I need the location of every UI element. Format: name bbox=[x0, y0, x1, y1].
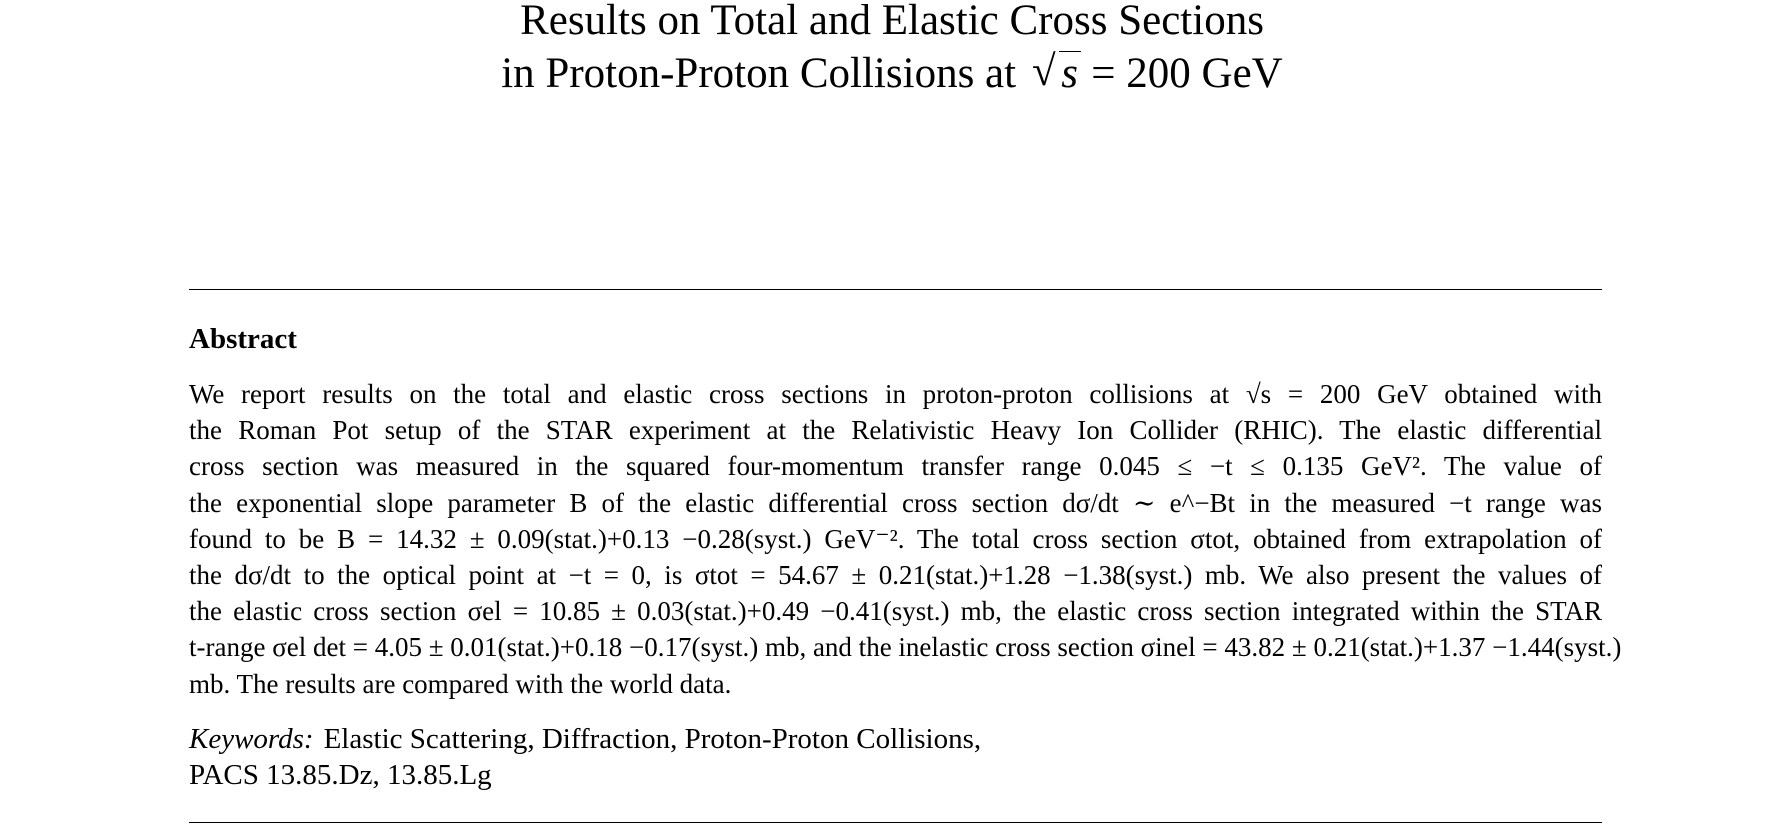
bottom-divider bbox=[189, 822, 1602, 823]
title-line-1: Results on Total and Elastic Cross Sections bbox=[520, 0, 1264, 44]
top-divider bbox=[189, 289, 1602, 290]
abstract-line-3: cross section was measured in the squared four-momentum transfer range 0.045 ≤ −t ≤ 0.135 GeV². The value of bbox=[189, 451, 1602, 482]
abstract-line-9: mb. The results are compared with the world data. bbox=[189, 668, 732, 699]
sqrt-s-symbol: √ s bbox=[1032, 47, 1081, 100]
keywords-list: Elastic Scattering, Diffraction, Proton-Proton Collisions, bbox=[323, 723, 982, 755]
title-line-2 bbox=[0, 47, 1784, 100]
abstract-line-2: the Roman Pot setup of the STAR experiment at the Relativistic Heavy Ion Collider (RHIC). The elastic differential bbox=[189, 415, 1602, 446]
abstract-line-4: the exponential slope parameter B of the elastic differential cross section dσ/dt ∼ e^−Bt in the measured −t range was bbox=[189, 487, 1602, 518]
abstract-line-8: t-range σel det = 4.05 ± 0.01(stat.)+0.18 −0.17(syst.) mb, and the inelastic cross section σinel = 43.82 ± 0.21(stat.)+1.37 −1.44(syst.) bbox=[189, 632, 1622, 663]
title-line-2-prefix: in Proton-Proton Collisions at bbox=[501, 50, 1017, 97]
paper-title bbox=[0, 0, 1784, 100]
abstract-body bbox=[189, 376, 1622, 702]
abstract-heading: Abstract bbox=[189, 323, 297, 355]
abstract-line-5: found to be B = 14.32 ± 0.09(stat.)+0.13 −0.28(syst.) GeV⁻². The total cross section σtot, obtained from extrapolation of bbox=[189, 523, 1602, 554]
title-line-2-suffix: = 200 GeV bbox=[1091, 50, 1283, 97]
abstract-line-6: the dσ/dt to the optical point at −t = 0, is σtot = 54.67 ± 0.21(stat.)+1.28 −1.38(syst.) mb. We also present the values of bbox=[189, 560, 1602, 591]
keywords-block bbox=[189, 721, 981, 793]
abstract-line-7: the elastic cross section σel = 10.85 ± 0.03(stat.)+0.49 −0.41(syst.) mb, the elastic cross section integrated within the STAR bbox=[189, 596, 1602, 627]
abstract-line-1: We report results on the total and elastic cross sections in proton-proton collisions at √s = 200 GeV obtained with bbox=[189, 379, 1602, 409]
keywords-label: Keywords: bbox=[189, 723, 314, 755]
keywords-pacs: PACS 13.85.Dz, 13.85.Lg bbox=[189, 759, 492, 791]
sqrt-radicand: s bbox=[1059, 51, 1081, 95]
keywords-line-1 bbox=[189, 721, 981, 757]
